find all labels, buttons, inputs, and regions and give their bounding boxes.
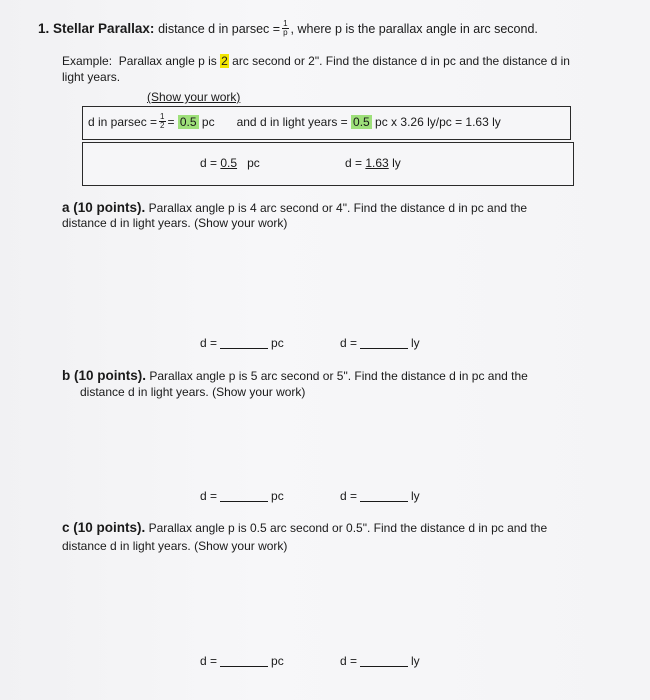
part-b-d-pc-label: d = xyxy=(200,489,218,503)
calc-fraction-denominator: 2 xyxy=(160,121,165,130)
part-a-line-2: distance d in light years. (Show your work) xyxy=(62,216,288,230)
part-c-d-pc-label: d = xyxy=(200,654,218,668)
calc-fraction-numerator: 1 xyxy=(160,112,165,121)
part-b-answer-ly xyxy=(340,489,420,503)
calc-fraction xyxy=(159,113,165,130)
calc-and: and xyxy=(236,114,257,129)
part-c-ly-blank[interactable] xyxy=(360,656,408,667)
answer-ly-unit: ly xyxy=(392,156,401,170)
answer-ly-value: 1.63 xyxy=(365,156,389,170)
show-work-label: (Show your work) xyxy=(147,90,241,104)
part-b-pc-unit: pc xyxy=(271,489,284,503)
example-calculation-row xyxy=(88,113,501,130)
part-a-d-ly-label: d = xyxy=(340,336,358,350)
part-b-line-2: distance d in light years. (Show your work) xyxy=(80,385,306,399)
calc-ly-rest: pc x 3.26 ly/pc = 1.63 ly xyxy=(375,114,501,129)
answer-pc-unit: pc xyxy=(247,156,260,170)
part-c-pc-unit: pc xyxy=(271,654,284,668)
part-a-ly-blank[interactable] xyxy=(360,338,408,349)
part-c-line-1 xyxy=(62,520,547,535)
part-a-pc-blank[interactable] xyxy=(220,338,268,349)
part-a-label: a (10 points). xyxy=(62,200,146,215)
answer-pc-label: d = xyxy=(200,156,218,170)
part-b-pc-blank[interactable] xyxy=(220,491,268,502)
part-c-d-ly-label: d = xyxy=(340,654,358,668)
question-1-header xyxy=(38,20,538,37)
example-highlight-value: 2 xyxy=(221,54,228,68)
fraction-denominator: p xyxy=(283,28,288,37)
part-a-ly-unit: ly xyxy=(411,336,420,350)
part-c-answer-ly xyxy=(340,654,420,668)
calc-ly-value: 0.5 xyxy=(353,114,370,129)
example-line-2: light years. xyxy=(62,70,121,84)
part-b-d-ly-label: d = xyxy=(340,489,358,503)
definition-suffix: , where p is the parallax angle in arc second. xyxy=(290,21,538,36)
calc-prefix: d in parsec = xyxy=(88,114,158,129)
part-b-answer-pc xyxy=(200,489,284,503)
answer-ly-label: d = xyxy=(345,156,363,170)
example-line-1 xyxy=(62,54,570,68)
definition-fraction xyxy=(282,20,288,37)
definition-prefix: distance d in parsec = xyxy=(158,21,281,36)
calc-pc-value: 0.5 xyxy=(179,114,197,129)
part-c-line-2: distance d in light years. (Show your work) xyxy=(62,539,288,553)
example-answer-box xyxy=(82,142,574,186)
question-title: Stellar Parallax: xyxy=(53,21,155,36)
part-c-label: c (10 points). xyxy=(62,520,146,535)
calc-equals: = xyxy=(167,114,175,129)
fraction-numerator: 1 xyxy=(283,19,288,28)
part-a-pc-unit: pc xyxy=(271,336,284,350)
calc-pc-unit: pc xyxy=(201,114,215,129)
part-a-answer-pc xyxy=(200,336,284,350)
part-b-label: b (10 points). xyxy=(62,368,146,383)
example-text-post: arc second or 2". Find the distance d in pc and the distance d in xyxy=(232,54,570,68)
part-c-answer-pc xyxy=(200,654,284,668)
example-text-pre: Parallax angle p is xyxy=(118,54,217,68)
part-c-pc-blank[interactable] xyxy=(220,656,268,667)
part-a-line-1 xyxy=(62,200,527,215)
example-answer-ly xyxy=(345,156,401,170)
part-c-ly-unit: ly xyxy=(411,654,420,668)
part-b-text-1: Parallax angle p is 5 arc second or 5". Find the distance d in pc and the xyxy=(149,369,528,383)
answer-pc-value: 0.5 xyxy=(220,156,238,170)
part-a-d-pc-label: d = xyxy=(200,336,218,350)
example-answer-pc xyxy=(200,156,260,170)
part-b-ly-unit: ly xyxy=(411,489,420,503)
part-b-line-1 xyxy=(62,368,528,383)
calc-ly-prefix: d in light years = xyxy=(259,114,348,129)
question-number: 1. xyxy=(38,21,50,36)
part-a-text-1: Parallax angle p is 4 arc second or 4". Find the distance d in pc and the xyxy=(148,201,528,215)
example-label: Example: xyxy=(62,54,113,68)
part-c-text-1: Parallax angle p is 0.5 arc second or 0.5". Find the distance d in pc and the xyxy=(148,521,548,535)
part-a-answer-ly xyxy=(340,336,420,350)
part-b-ly-blank[interactable] xyxy=(360,491,408,502)
